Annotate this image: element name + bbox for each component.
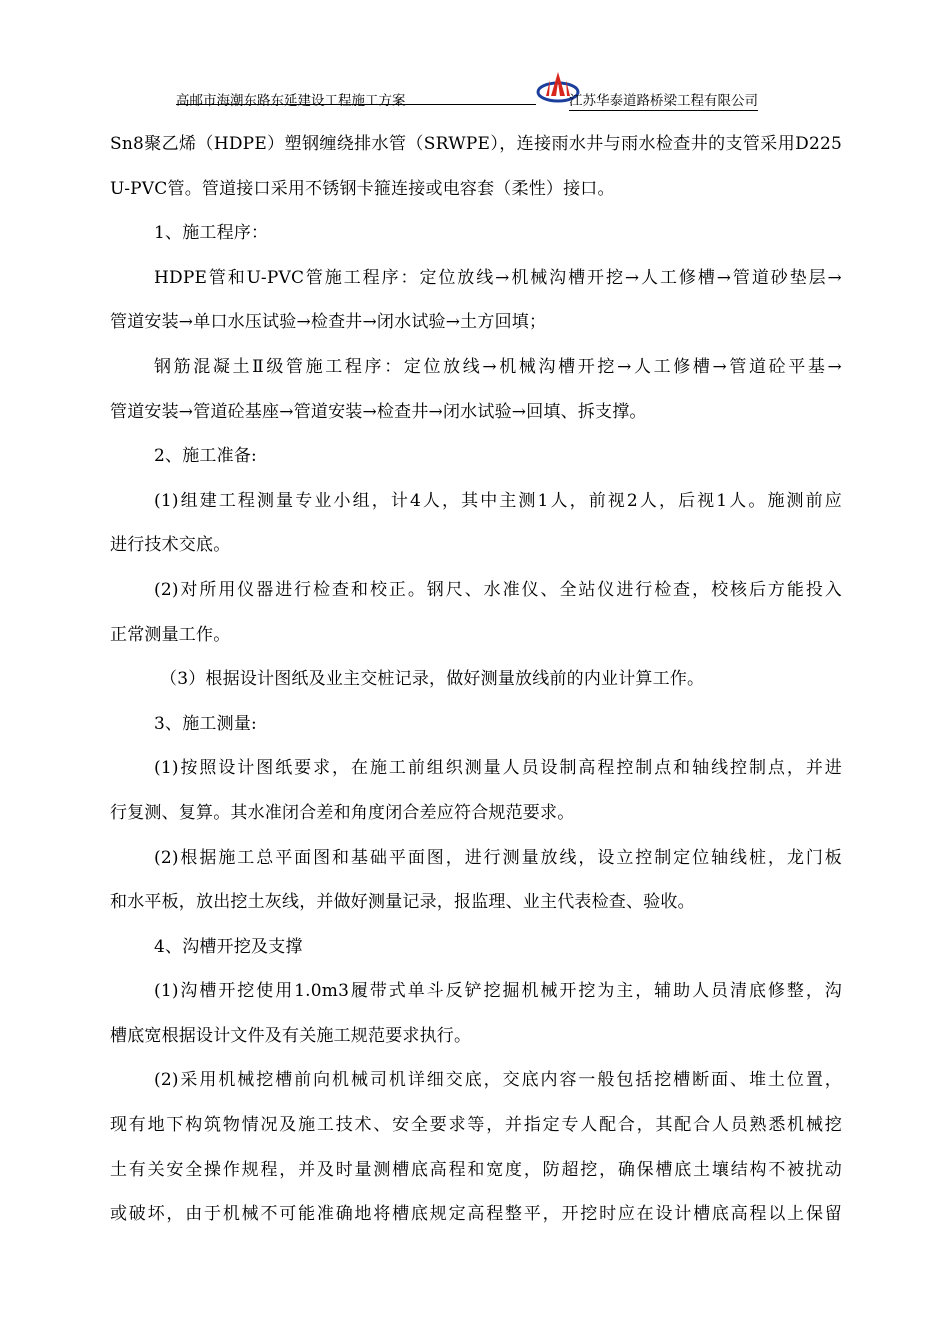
body-line: 槽底宽根据设计文件及有关施工规范要求执行。: [110, 1025, 472, 1046]
header-project-title: 高邮市海潮东路东延建设工程施工方案: [176, 93, 406, 109]
body-line: (1)按照设计图纸要求，在施工前组织测量人员设制高程控制点和轴线控制点，并进: [154, 758, 842, 779]
body-line: 钢筋混凝土Ⅱ级管施工程序：定位放线→机械沟槽开挖→人工修槽→管道砼平基→: [154, 356, 842, 377]
body-line: (2)采用机械挖槽前向机械司机详细交底，交底内容一般包括挖槽断面、堆土位置，: [154, 1070, 842, 1091]
header-underline: [176, 104, 536, 105]
body-line: (2)根据施工总平面图和基础平面图，进行测量放线，设立控制定位轴线桩，龙门板: [154, 847, 842, 868]
section-heading: 3、施工测量:: [154, 713, 257, 734]
body-line: 现有地下构筑物情况及施工技术、安全要求等，并指定专人配合，其配合人员熟悉机械挖: [110, 1115, 842, 1136]
body-line: (1)沟槽开挖使用1.0m3履带式单斗反铲挖掘机械开挖为主，辅助人员清底修整，沟: [154, 981, 842, 1002]
body-line: 或破坏，由于机械不可能准确地将槽底规定高程整平，开挖时应在设计槽底高程以上保留: [110, 1204, 842, 1225]
section-heading: 4、沟槽开挖及支撑: [154, 936, 303, 957]
body-line: 行复测、复算。其水准闭合差和角度闭合差应符合规范要求。: [110, 802, 575, 823]
body-line: 进行技术交底。: [110, 535, 231, 556]
body-line: （3）根据设计图纸及业主交桩记录，做好测量放线前的内业计算工作。: [160, 669, 705, 690]
page-header: [176, 84, 776, 110]
body-line: Sn8聚乙烯（HDPE）塑钢缠绕排水管（SRWPE），连接雨水井与雨水检查井的支管采用D225: [110, 134, 842, 154]
body-line: 正常测量工作。: [110, 624, 231, 645]
body-line: HDPE管和U-PVC管施工程序：定位放线→机械沟槽开挖→人工修槽→管道砂垫层→: [154, 267, 842, 288]
body-line: 和水平板，放出挖土灰线，并做好测量记录，报监理、业主代表检查、验收。: [110, 892, 695, 913]
header-company-name: 江苏华泰道路桥梁工程有限公司: [569, 89, 758, 111]
body-line: (1)组建工程测量专业小组，计4人，其中主测1人，前视2人，后视1人。施测前应: [154, 490, 842, 511]
body-line: (2)对所用仪器进行检查和校正。钢尺、水准仪、全站仪进行检查，校核后方能投入: [154, 579, 842, 600]
body-line: U-PVC管。管道接口采用不锈钢卡箍连接或电容套（柔性）接口。: [110, 178, 615, 199]
section-heading: 1、施工程序：: [154, 223, 269, 244]
section-heading: 2、施工准备:: [154, 446, 257, 467]
document-body: [110, 122, 842, 1237]
body-line: 管道安装→管道砼基座→管道安装→检查井→闭水试验→回填、拆支撑。: [110, 401, 647, 422]
body-line: 管道安装→单口水压试验→检查井→闭水试验→土方回填；: [110, 312, 547, 333]
body-line: 土有关安全操作规程，并及时量测槽底高程和宽度，防超挖，确保槽底土壤结构不被扰动: [110, 1159, 842, 1180]
